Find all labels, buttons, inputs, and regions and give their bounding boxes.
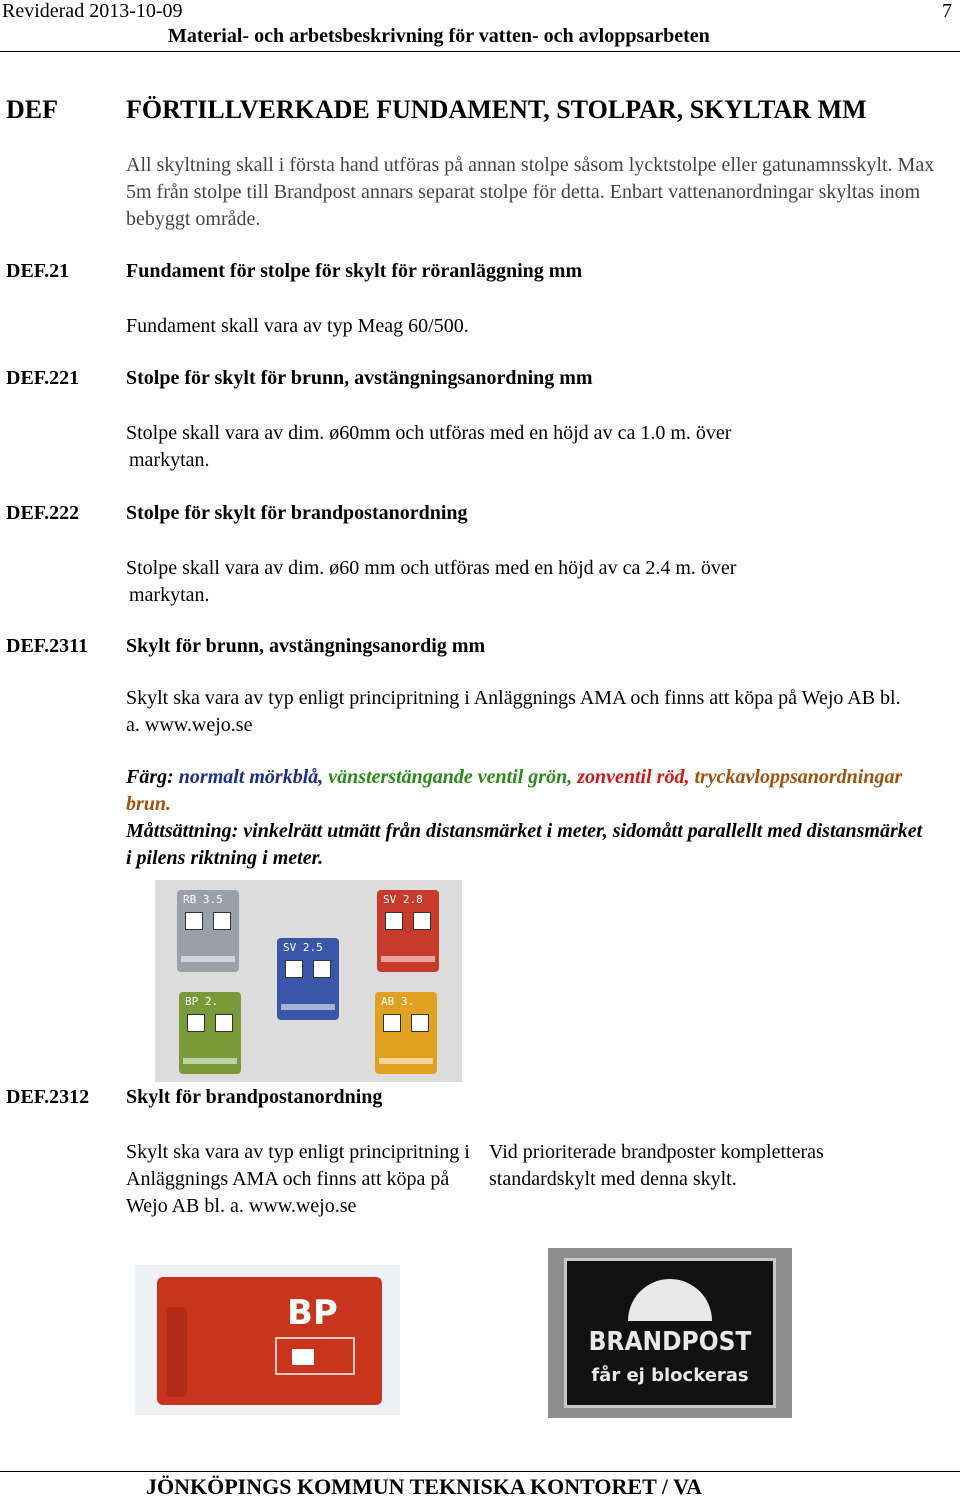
item-text-def222-line1: Stolpe skall vara av dim. ø60 mm och utföras med en höjd av ca 2.4 m. över [126, 557, 737, 579]
color-navy: normalt mörkblå, [178, 766, 324, 788]
sign-rb-label: RB 3.5 [183, 893, 223, 906]
sign-sv-blue [277, 938, 339, 1020]
item-text-def221-line1: Stolpe skall vara av dim. ø60mm och utföras med en höjd av ca 1.0 m. över [126, 422, 732, 444]
item-text-def222-line2: markytan. [129, 584, 210, 606]
item-text-def2312-left: Skylt ska vara av typ enligt principritning i Anläggnings AMA och finns att köpa på Wejo AB bl. a. www.wejo.se [126, 1141, 470, 1217]
bp-sign-label: BP [287, 1293, 338, 1333]
brandpost-sign-photo [548, 1248, 792, 1418]
item-code-def221: DEF.221 [6, 367, 80, 389]
sign-rb [177, 890, 239, 972]
sign-bp-green-label: BP 2. [185, 995, 219, 1008]
document-title: Material- och arbetsbeskrivning för vatten- och avloppsarbeten [168, 25, 710, 47]
item-title-def222: Stolpe för skylt för brandpostanordning [126, 502, 468, 524]
item-text-def221-line2: markytan. [129, 449, 210, 471]
sign-sv-red-label: SV 2.8 [383, 893, 423, 906]
item-text-def21: Fundament skall vara av typ Meag 60/500. [126, 315, 469, 337]
item-title-def2312: Skylt för brandpostanordning [126, 1086, 383, 1108]
item-text-def222 [126, 555, 946, 609]
item-text-def221 [126, 420, 946, 474]
footer-divider [0, 1471, 960, 1472]
color-note [126, 764, 926, 872]
bp-sign-photo [135, 1265, 400, 1415]
sign-sv-blue-label: SV 2.5 [283, 941, 323, 954]
color-red: zonventil röd, [577, 766, 690, 788]
color-green: vänsterstängande ventil grön, [328, 766, 573, 788]
section-intro: All skyltning skall i första hand utföras på annan stolpe såsom lycktstolpe eller gatunamnsskylt. Max 5m från stolpe till Brandpost annars separat stolpe för detta. Enbart vattenanordningar skyltas inom bebyggt område. [126, 154, 935, 230]
section-heading: FÖRTILLVERKADE FUNDAMENT, STOLPAR, SKYLTAR MM [126, 95, 867, 124]
item-code-def21: DEF.21 [6, 260, 70, 282]
item-code-def222: DEF.222 [6, 502, 80, 524]
sign-ab-yellow [375, 992, 437, 1074]
revision-date: Reviderad 2013-10-09 [2, 0, 183, 22]
brandpost-sign-line1: BRANDPOST [588, 1327, 752, 1357]
bp-sign-body [157, 1277, 382, 1405]
item-title-def2311: Skylt för brunn, avstängningsanordig mm [126, 635, 486, 657]
sign-sv-red [377, 890, 439, 972]
header-divider [0, 51, 960, 52]
color-label: Färg: [126, 766, 174, 788]
item-title-def21: Fundament för stolpe för skylt för röranläggning mm [126, 260, 583, 282]
dome-icon [628, 1279, 712, 1321]
page-number: 7 [942, 0, 952, 22]
item-code-def2311: DEF.2311 [6, 635, 89, 657]
item-title-def221: Stolpe för skylt för brunn, avstängningsanordning mm [126, 367, 593, 389]
sign-ab-yellow-label: AB 3. [381, 995, 415, 1008]
brandpost-sign-line2: får ej blockeras [591, 1365, 749, 1386]
item-text-def2311: Skylt ska vara av typ enligt principritning i Anläggnings AMA och finns att köpa på Wejo AB bl. a. www.wejo.se [126, 687, 901, 736]
color-brown: tryckavloppsanordningar brun. [126, 766, 903, 815]
sign-bp-green [179, 992, 241, 1074]
footer-text: JÖNKÖPINGS KOMMUN TEKNISKA KONTORET / VA [146, 1474, 703, 1499]
measure-note: Måttsättning: vinkelrätt utmätt från distansmärket i meter, sidomått parallellt med distansmärket i pilens riktning i meter. [126, 820, 923, 869]
signs-photo [155, 880, 462, 1082]
section-code: DEF [6, 95, 58, 124]
brandpost-sign [564, 1258, 776, 1408]
item-code-def2312: DEF.2312 [6, 1086, 90, 1108]
item-text-def2312-right: Vid prioriterade brandposter kompletteras standardskylt med denna skylt. [489, 1141, 824, 1190]
